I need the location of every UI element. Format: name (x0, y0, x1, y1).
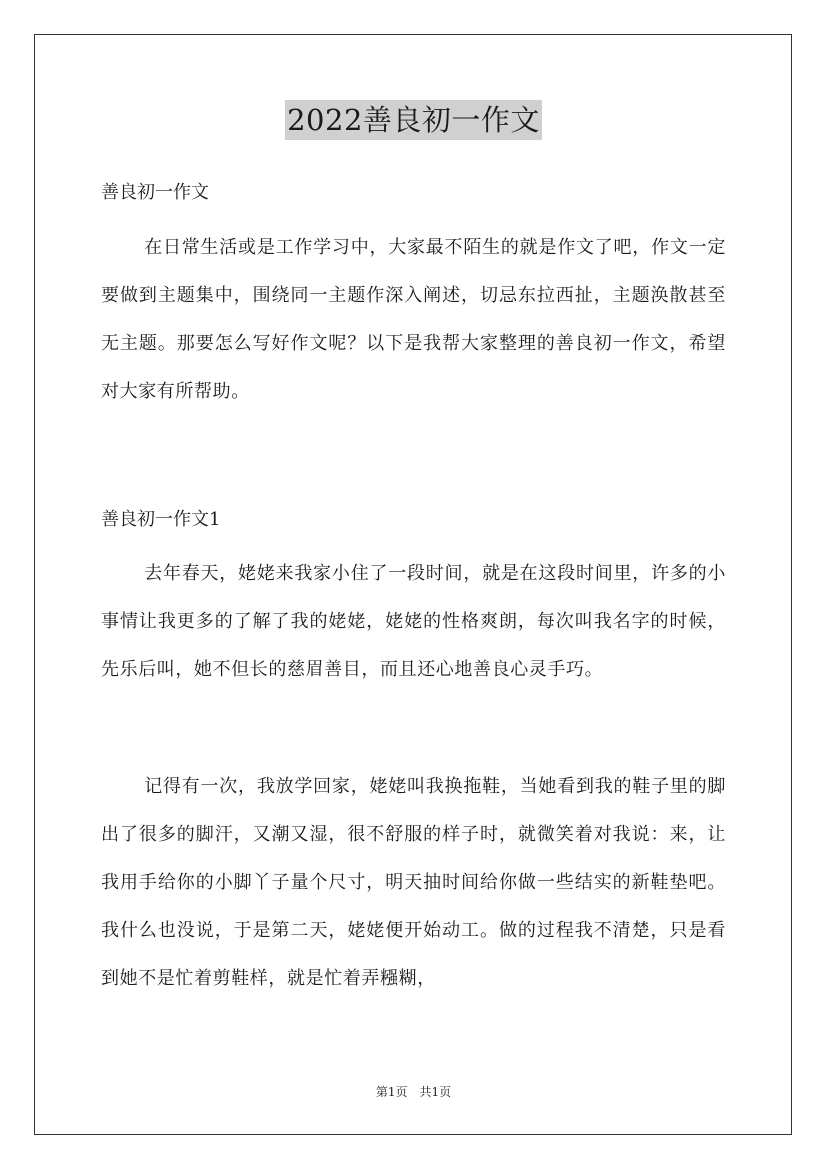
essay1-paragraph-1: 去年春天，姥姥来我家小住了一段时间，就是在这段时间里，许多的小事情让我更多的了解了我的姥姥，姥姥的性格爽朗，每次叫我名字的时候，先乐后叫，她不但长的慈眉善目，而且还心地善良心灵手巧。 (101, 563, 726, 680)
intro-heading: 善良初一作文 (101, 182, 209, 203)
document-title: 2022善良初一作文 (285, 100, 542, 140)
intro-paragraph: 在日常生活或是工作学习中，大家最不陌生的就是作文了吧，作文一定要做到主题集中，围绕同一主题作深入阐述，切忌东拉西扯，主题涣散甚至无主题。那要怎么写好作文呢？以下是我帮大家整理的善良初一作文，希望对大家有所帮助。 (101, 237, 726, 402)
title-container (0, 100, 827, 140)
essay1-heading: 善良初一作文1 (101, 509, 221, 530)
page-footer: 第1页 共1页 (375, 1085, 452, 1099)
essay1-paragraph-2: 记得有一次，我放学回家，姥姥叫我换拖鞋，当她看到我的鞋子里的脚出了很多的脚汗，又潮又湿，很不舒服的样子时，就微笑着对我说：来，让我用手给你的小脚丫子量个尺寸，明天抽时间给你做一些结实的新鞋垫吧。我什么也没说，于是第二天，姥姥便开始动工。做的过程我不清楚，只是看到她不是忙着剪鞋样，就是忙着弄糨糊， (101, 776, 726, 989)
